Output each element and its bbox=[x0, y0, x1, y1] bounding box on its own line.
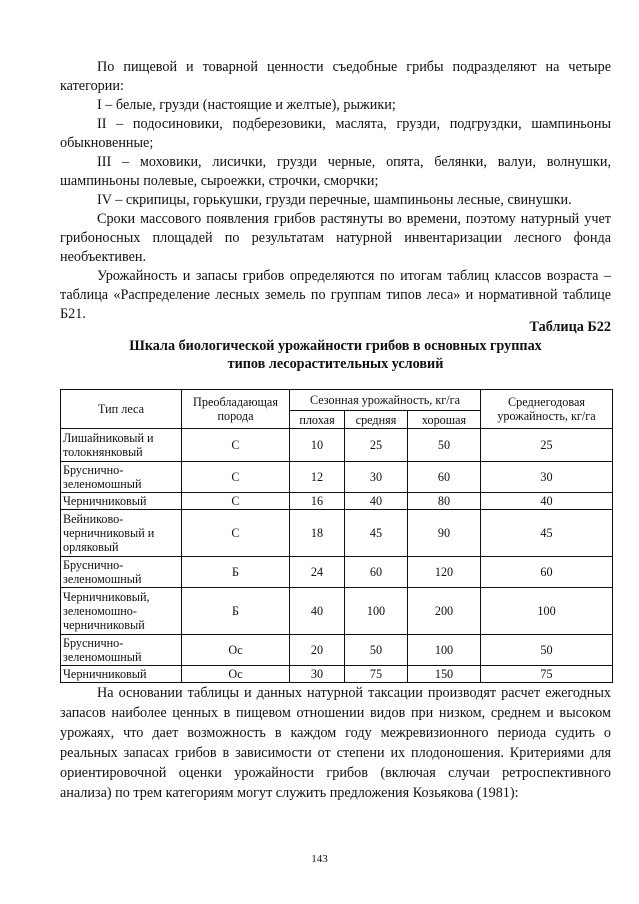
cell-medium: 75 bbox=[345, 666, 408, 683]
table-row bbox=[61, 557, 613, 588]
category-item: I – белые, грузди (настоящие и желтые), рыжики; bbox=[97, 97, 396, 113]
table-header bbox=[61, 390, 613, 429]
cell-medium: 40 bbox=[345, 493, 408, 510]
table-row bbox=[61, 635, 613, 666]
cell-medium: 30 bbox=[345, 462, 408, 493]
table-title-line: Шкала биологической урожайности грибов в основных группах bbox=[129, 338, 542, 354]
cell-good: 150 bbox=[408, 666, 481, 683]
cell-poor: 30 bbox=[290, 666, 345, 683]
cell-medium: 50 bbox=[345, 635, 408, 666]
paragraph: По пищевой и товарной ценности съедобные грибы подразделяют на четыре категории: bbox=[60, 59, 611, 94]
header-poor: плохая bbox=[290, 411, 345, 429]
category-item: II – подосиновики, подберезовики, маслята, грузди, подгруздки, шампиньоны обыкновенные; bbox=[60, 116, 611, 151]
mushroom-yield-table bbox=[60, 389, 613, 683]
cell-good: 100 bbox=[408, 635, 481, 666]
table-row bbox=[61, 493, 613, 510]
cell-forest-type: Вейниково-черничниковый и орляковый bbox=[61, 510, 182, 557]
cell-avg: 40 bbox=[481, 493, 613, 510]
cell-poor: 16 bbox=[290, 493, 345, 510]
cell-avg: 60 bbox=[481, 557, 613, 588]
cell-species: С bbox=[182, 493, 290, 510]
cell-medium: 45 bbox=[345, 510, 408, 557]
category-item: IV – скрипицы, горькушки, грузди перечные, шампиньоны лесные, свинушки. bbox=[97, 192, 572, 208]
table-row bbox=[61, 666, 613, 683]
header-forest-type: Тип леса bbox=[61, 390, 182, 429]
table-row bbox=[61, 429, 613, 462]
header-seasonal-yield: Сезонная урожайность, кг/га bbox=[290, 390, 481, 411]
table-title-line: типов лесорастительных условий bbox=[227, 356, 444, 372]
cell-medium: 60 bbox=[345, 557, 408, 588]
cell-avg: 30 bbox=[481, 462, 613, 493]
cell-medium: 25 bbox=[345, 429, 408, 462]
cell-poor: 12 bbox=[290, 462, 345, 493]
intro-text bbox=[60, 58, 611, 324]
header-avg-annual-yield: Среднегодовая урожайность, кг/га bbox=[481, 390, 613, 429]
cell-species: Б bbox=[182, 557, 290, 588]
cell-avg: 50 bbox=[481, 635, 613, 666]
cell-avg: 100 bbox=[481, 588, 613, 635]
cell-forest-type: Черничниковый bbox=[61, 666, 182, 683]
cell-species: Б bbox=[182, 588, 290, 635]
table-row bbox=[61, 510, 613, 557]
cell-poor: 40 bbox=[290, 588, 345, 635]
header-medium: средняя bbox=[345, 411, 408, 429]
cell-forest-type: Лишайниковый и толокнянковый bbox=[61, 429, 182, 462]
cell-poor: 18 bbox=[290, 510, 345, 557]
cell-good: 60 bbox=[408, 462, 481, 493]
cell-forest-type: Бруснично-зеленомошный bbox=[61, 635, 182, 666]
page-number: 143 bbox=[311, 853, 328, 865]
cell-forest-type: Бруснично-зеленомошный bbox=[61, 462, 182, 493]
cell-poor: 10 bbox=[290, 429, 345, 462]
cell-species: С bbox=[182, 462, 290, 493]
table-label: Таблица Б22 bbox=[529, 319, 611, 335]
cell-species: С bbox=[182, 429, 290, 462]
table-row bbox=[61, 462, 613, 493]
conclusion-text bbox=[60, 683, 611, 803]
cell-forest-type: Бруснично-зеленомошный bbox=[61, 557, 182, 588]
table-title bbox=[60, 337, 611, 373]
cell-species: С bbox=[182, 510, 290, 557]
cell-medium: 100 bbox=[345, 588, 408, 635]
header-dominant-species: Преобладающая порода bbox=[182, 390, 290, 429]
cell-avg: 25 bbox=[481, 429, 613, 462]
header-good: хорошая bbox=[408, 411, 481, 429]
cell-avg: 75 bbox=[481, 666, 613, 683]
cell-forest-type: Черничниковый, зеленомошно-черничниковый bbox=[61, 588, 182, 635]
paragraph: На основании таблицы и данных натурной таксации производят расчет ежегодных запасов наиболее ценных в пищевом отношении видов при низком, среднем и высоком урожаях, что дает возможность в каждом году межревизионного периода судить о реальных запасах грибов в зависимости от степени их плодоношения. Критериями для ориентировочной оценки урожайности грибов (включая случаи ретроспективного анализа) по трем категориям могут служить предложения Козьякова (1981): bbox=[60, 685, 611, 801]
cell-forest-type: Черничниковый bbox=[61, 493, 182, 510]
cell-good: 80 bbox=[408, 493, 481, 510]
category-item: III – моховики, лисички, грузди черные, опята, белянки, валуи, волнушки, шампиньоны полевые, сыроежки, строчки, сморчки; bbox=[60, 154, 611, 189]
cell-good: 50 bbox=[408, 429, 481, 462]
cell-good: 120 bbox=[408, 557, 481, 588]
cell-species: Ос bbox=[182, 666, 290, 683]
cell-avg: 45 bbox=[481, 510, 613, 557]
cell-poor: 20 bbox=[290, 635, 345, 666]
cell-species: Ос bbox=[182, 635, 290, 666]
paragraph: Сроки массового появления грибов растянуты во времени, поэтому натурный учет грибоносных площадей по результатам натурной инвентаризации лесного фонда необъективен. bbox=[60, 211, 611, 265]
cell-poor: 24 bbox=[290, 557, 345, 588]
paragraph: Урожайность и запасы грибов определяются по итогам таблиц классов возраста – таблица «Распределение лесных земель по группам типов леса» и нормативной таблице Б21. bbox=[60, 268, 611, 322]
table-row bbox=[61, 588, 613, 635]
table-body bbox=[61, 429, 613, 683]
cell-good: 90 bbox=[408, 510, 481, 557]
cell-good: 200 bbox=[408, 588, 481, 635]
